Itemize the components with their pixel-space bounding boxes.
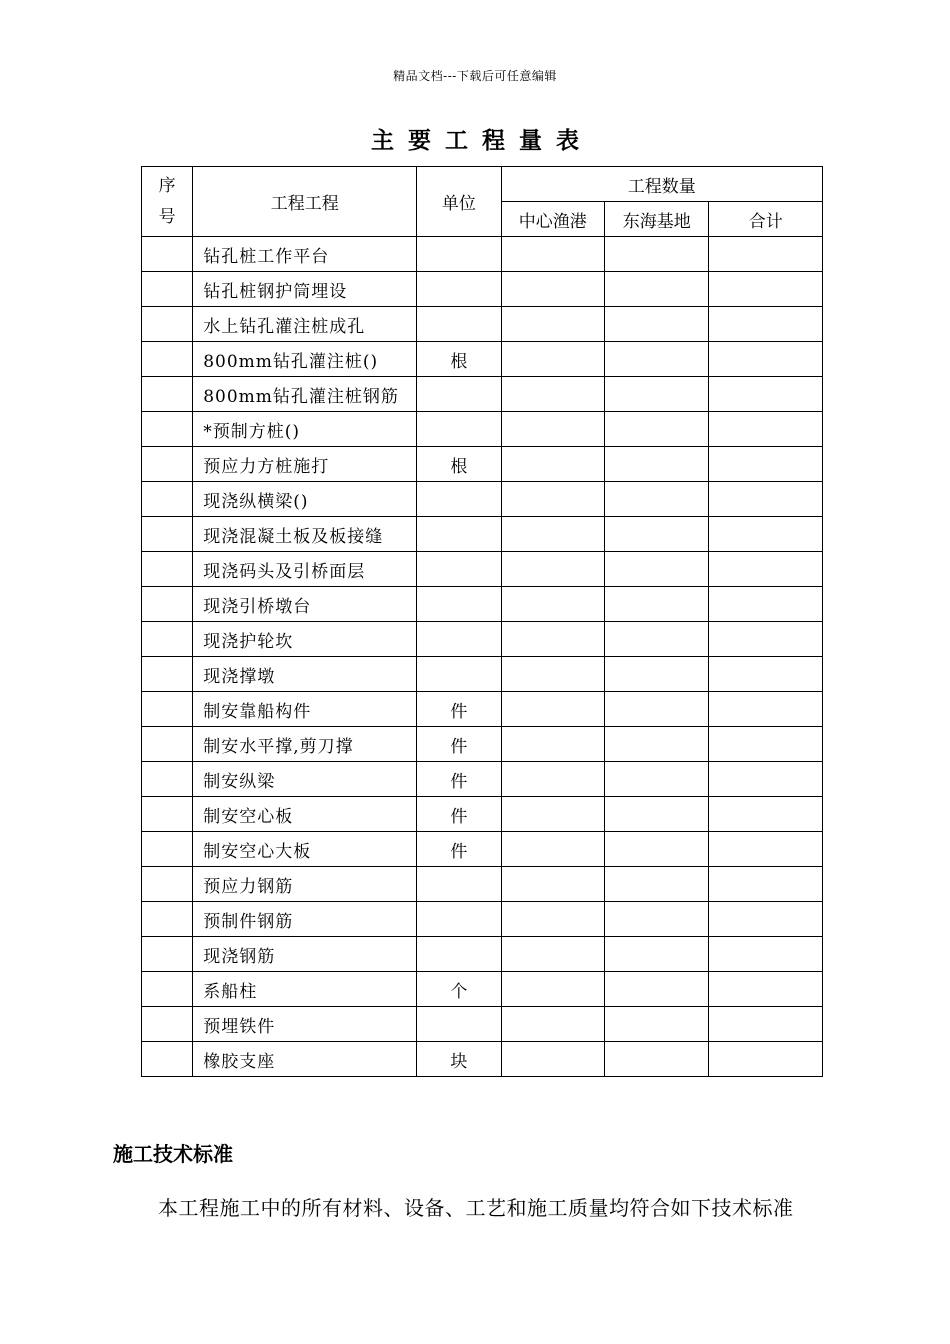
qty-center-cell bbox=[501, 587, 604, 622]
unit-cell: 件 bbox=[417, 727, 501, 762]
table-row bbox=[142, 902, 823, 937]
qty-base-cell bbox=[605, 342, 709, 377]
qty-center-cell bbox=[501, 237, 604, 272]
unit-cell bbox=[417, 587, 501, 622]
unit-cell: 个 bbox=[417, 972, 501, 1007]
unit-cell: 件 bbox=[417, 797, 501, 832]
qty-total-cell bbox=[709, 657, 823, 692]
qty-base-cell bbox=[605, 797, 709, 832]
header-note: 精品文档---下载后可任意编辑 bbox=[393, 69, 557, 83]
item-name-cell: 800mm钻孔灌注桩钢筋 bbox=[193, 377, 417, 412]
unit-cell bbox=[417, 517, 501, 552]
unit-cell: 块 bbox=[417, 1042, 501, 1077]
table-row bbox=[142, 727, 823, 762]
page-title: 主要工程量表 bbox=[371, 127, 593, 154]
unit-cell bbox=[417, 412, 501, 447]
item-name-cell: 800mm钻孔灌注桩() bbox=[193, 342, 417, 377]
qty-center-cell bbox=[501, 622, 604, 657]
qty-total-cell bbox=[709, 972, 823, 1007]
table-row bbox=[142, 657, 823, 692]
item-name-cell: 制安空心板 bbox=[193, 797, 417, 832]
qty-center-cell bbox=[501, 412, 604, 447]
table-body bbox=[142, 237, 823, 1077]
qty-base-cell bbox=[605, 937, 709, 972]
item-name-cell: 现浇码头及引桥面层 bbox=[193, 552, 417, 587]
qty-center-cell bbox=[501, 972, 604, 1007]
seq-cell bbox=[142, 867, 193, 902]
unit-cell bbox=[417, 307, 501, 342]
header-col-c: 合计 bbox=[709, 202, 823, 237]
qty-total-cell bbox=[709, 867, 823, 902]
unit-cell bbox=[417, 1007, 501, 1042]
seq-cell bbox=[142, 482, 193, 517]
qty-center-cell bbox=[501, 937, 604, 972]
table-row bbox=[142, 867, 823, 902]
seq-cell bbox=[142, 832, 193, 867]
seq-cell bbox=[142, 972, 193, 1007]
seq-cell bbox=[142, 237, 193, 272]
item-name-cell: 现浇撑墩 bbox=[193, 657, 417, 692]
qty-total-cell bbox=[709, 832, 823, 867]
table-row bbox=[142, 972, 823, 1007]
item-name-cell: 预埋铁件 bbox=[193, 1007, 417, 1042]
section-heading: 施工技术标准 bbox=[113, 1142, 233, 1166]
header-seq-line-1: 序 bbox=[158, 175, 176, 196]
qty-total-cell bbox=[709, 412, 823, 447]
qty-center-cell bbox=[501, 447, 604, 482]
header-col-b: 东海基地 bbox=[605, 202, 709, 237]
table-row bbox=[142, 342, 823, 377]
header-unit: 单位 bbox=[417, 167, 501, 237]
item-name-cell: 制安水平撑,剪刀撑 bbox=[193, 727, 417, 762]
qty-total-cell bbox=[709, 727, 823, 762]
qty-center-cell bbox=[501, 1042, 604, 1077]
table-row bbox=[142, 552, 823, 587]
table-row bbox=[142, 412, 823, 447]
qty-center-cell bbox=[501, 832, 604, 867]
qty-base-cell bbox=[605, 832, 709, 867]
unit-cell bbox=[417, 552, 501, 587]
item-name-cell: 现浇钢筋 bbox=[193, 937, 417, 972]
item-name-cell: 橡胶支座 bbox=[193, 1042, 417, 1077]
quantity-table bbox=[141, 166, 823, 1077]
seq-cell bbox=[142, 1042, 193, 1077]
qty-base-cell bbox=[605, 237, 709, 272]
item-name-cell: 现浇引桥墩台 bbox=[193, 587, 417, 622]
qty-center-cell bbox=[501, 272, 604, 307]
table-header-row bbox=[142, 167, 823, 202]
qty-base-cell bbox=[605, 272, 709, 307]
qty-base-cell bbox=[605, 622, 709, 657]
item-name-cell: 预应力钢筋 bbox=[193, 867, 417, 902]
table-row bbox=[142, 762, 823, 797]
qty-center-cell bbox=[501, 657, 604, 692]
qty-center-cell bbox=[501, 307, 604, 342]
header-seq bbox=[142, 167, 193, 237]
qty-total-cell bbox=[709, 482, 823, 517]
qty-center-cell bbox=[501, 727, 604, 762]
qty-total-cell bbox=[709, 447, 823, 482]
table-row bbox=[142, 307, 823, 342]
table-row bbox=[142, 517, 823, 552]
seq-cell bbox=[142, 272, 193, 307]
seq-cell bbox=[142, 1007, 193, 1042]
seq-cell bbox=[142, 937, 193, 972]
seq-cell bbox=[142, 412, 193, 447]
unit-cell: 件 bbox=[417, 762, 501, 797]
qty-base-cell bbox=[605, 447, 709, 482]
qty-center-cell bbox=[501, 552, 604, 587]
table-row bbox=[142, 377, 823, 412]
qty-total-cell bbox=[709, 552, 823, 587]
seq-cell bbox=[142, 377, 193, 412]
qty-total-cell bbox=[709, 517, 823, 552]
table-row bbox=[142, 622, 823, 657]
qty-total-cell bbox=[709, 1042, 823, 1077]
item-name-cell: 制安靠船构件 bbox=[193, 692, 417, 727]
seq-cell bbox=[142, 447, 193, 482]
item-name-cell: *预制方桩() bbox=[193, 412, 417, 447]
unit-cell bbox=[417, 867, 501, 902]
table-row bbox=[142, 482, 823, 517]
qty-total-cell bbox=[709, 307, 823, 342]
unit-cell bbox=[417, 272, 501, 307]
qty-total-cell bbox=[709, 272, 823, 307]
unit-cell bbox=[417, 937, 501, 972]
item-name-cell: 钻孔桩工作平台 bbox=[193, 237, 417, 272]
qty-base-cell bbox=[605, 972, 709, 1007]
qty-center-cell bbox=[501, 517, 604, 552]
seq-cell bbox=[142, 692, 193, 727]
header-seq-line-2: 号 bbox=[158, 206, 176, 227]
seq-cell bbox=[142, 902, 193, 937]
qty-base-cell bbox=[605, 1042, 709, 1077]
unit-cell: 根 bbox=[417, 447, 501, 482]
qty-base-cell bbox=[605, 517, 709, 552]
unit-cell: 件 bbox=[417, 832, 501, 867]
seq-cell bbox=[142, 762, 193, 797]
qty-total-cell bbox=[709, 1007, 823, 1042]
unit-cell bbox=[417, 237, 501, 272]
qty-total-cell bbox=[709, 237, 823, 272]
qty-center-cell bbox=[501, 342, 604, 377]
table-row bbox=[142, 832, 823, 867]
seq-cell bbox=[142, 552, 193, 587]
qty-base-cell bbox=[605, 867, 709, 902]
qty-base-cell bbox=[605, 552, 709, 587]
table-row bbox=[142, 692, 823, 727]
qty-total-cell bbox=[709, 342, 823, 377]
qty-total-cell bbox=[709, 902, 823, 937]
unit-cell bbox=[417, 482, 501, 517]
section-paragraph: 本工程施工中的所有材料、设备、工艺和施工质量均符合如下技术标准 bbox=[158, 1196, 794, 1220]
qty-base-cell bbox=[605, 727, 709, 762]
item-name-cell: 水上钻孔灌注桩成孔 bbox=[193, 307, 417, 342]
table-row bbox=[142, 237, 823, 272]
qty-base-cell bbox=[605, 482, 709, 517]
qty-total-cell bbox=[709, 377, 823, 412]
table-row bbox=[142, 447, 823, 482]
unit-cell bbox=[417, 377, 501, 412]
item-name-cell: 现浇混凝土板及板接缝 bbox=[193, 517, 417, 552]
table-row bbox=[142, 797, 823, 832]
table-row bbox=[142, 272, 823, 307]
unit-cell: 件 bbox=[417, 692, 501, 727]
qty-total-cell bbox=[709, 692, 823, 727]
qty-base-cell bbox=[605, 412, 709, 447]
seq-cell bbox=[142, 307, 193, 342]
item-name-cell: 系船柱 bbox=[193, 972, 417, 1007]
qty-base-cell bbox=[605, 657, 709, 692]
qty-center-cell bbox=[501, 797, 604, 832]
item-name-cell: 现浇纵横梁() bbox=[193, 482, 417, 517]
seq-cell bbox=[142, 517, 193, 552]
header-col-a: 中心渔港 bbox=[501, 202, 604, 237]
item-name-cell: 钻孔桩钢护筒埋设 bbox=[193, 272, 417, 307]
qty-center-cell bbox=[501, 1007, 604, 1042]
qty-base-cell bbox=[605, 377, 709, 412]
qty-total-cell bbox=[709, 587, 823, 622]
qty-base-cell bbox=[605, 902, 709, 937]
unit-cell bbox=[417, 902, 501, 937]
header-name: 工程工程 bbox=[193, 167, 417, 237]
table-row bbox=[142, 1007, 823, 1042]
qty-center-cell bbox=[501, 377, 604, 412]
seq-cell bbox=[142, 657, 193, 692]
table-row bbox=[142, 1042, 823, 1077]
qty-base-cell bbox=[605, 1007, 709, 1042]
unit-cell bbox=[417, 657, 501, 692]
qty-total-cell bbox=[709, 622, 823, 657]
qty-base-cell bbox=[605, 762, 709, 797]
table-row bbox=[142, 937, 823, 972]
item-name-cell: 制安空心大板 bbox=[193, 832, 417, 867]
qty-center-cell bbox=[501, 482, 604, 517]
item-name-cell: 预应力方桩施打 bbox=[193, 447, 417, 482]
seq-cell bbox=[142, 342, 193, 377]
qty-center-cell bbox=[501, 867, 604, 902]
seq-cell bbox=[142, 622, 193, 657]
table-row bbox=[142, 587, 823, 622]
seq-cell bbox=[142, 587, 193, 622]
qty-base-cell bbox=[605, 307, 709, 342]
qty-center-cell bbox=[501, 692, 604, 727]
qty-base-cell bbox=[605, 587, 709, 622]
item-name-cell: 制安纵梁 bbox=[193, 762, 417, 797]
unit-cell: 根 bbox=[417, 342, 501, 377]
seq-cell bbox=[142, 727, 193, 762]
item-name-cell: 现浇护轮坎 bbox=[193, 622, 417, 657]
item-name-cell: 预制件钢筋 bbox=[193, 902, 417, 937]
qty-center-cell bbox=[501, 902, 604, 937]
qty-total-cell bbox=[709, 797, 823, 832]
qty-total-cell bbox=[709, 937, 823, 972]
qty-base-cell bbox=[605, 692, 709, 727]
qty-center-cell bbox=[501, 762, 604, 797]
unit-cell bbox=[417, 622, 501, 657]
seq-cell bbox=[142, 797, 193, 832]
qty-total-cell bbox=[709, 762, 823, 797]
header-quantity-group: 工程数量 bbox=[501, 167, 822, 202]
